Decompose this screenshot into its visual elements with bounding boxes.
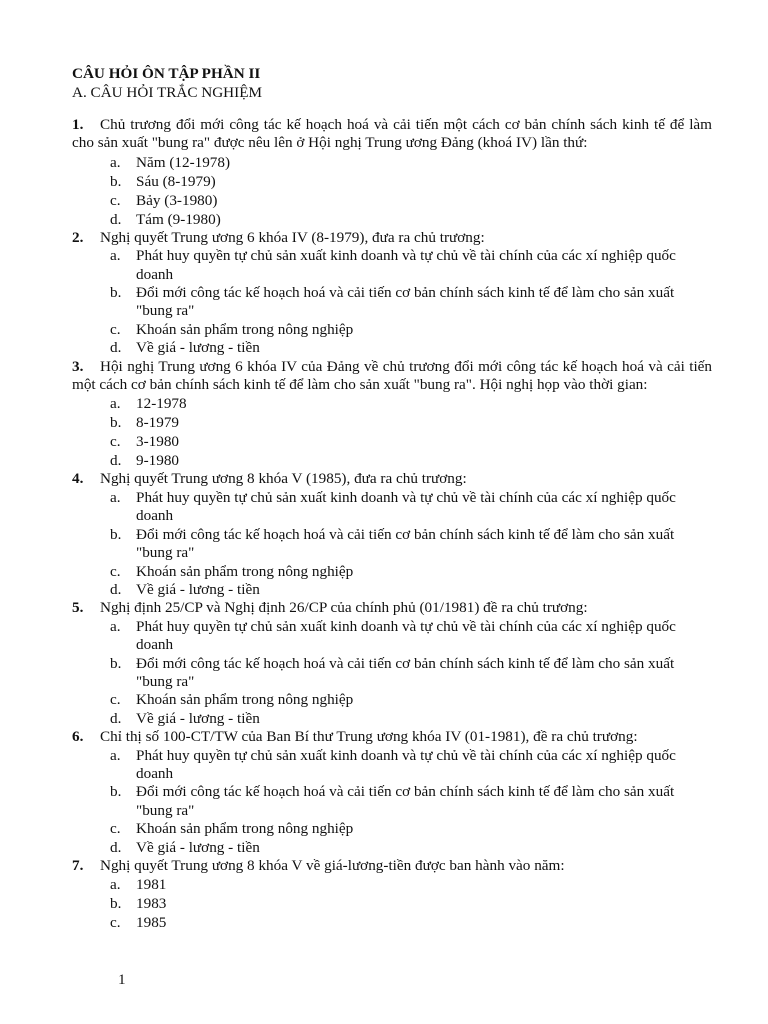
option-letter: d. — [110, 210, 122, 228]
option-text: Đổi mới công tác kế hoạch hoá và cải tiến cơ bản chính sách kinh tế để làm cho sản xuất "bung ra" — [136, 654, 675, 690]
option-text: Đổi mới công tác kế hoạch hoá và cải tiến cơ bản chính sách kinh tế để làm cho sản xuất "bung ra" — [136, 783, 675, 819]
option-item — [72, 691, 712, 709]
option-item — [72, 710, 712, 728]
option-text: Khoán sản phẩm trong nông nghiệp — [136, 320, 354, 338]
question-stem — [72, 229, 712, 247]
option-item — [72, 321, 712, 339]
option-letter: b. — [110, 172, 122, 190]
question-text: Nghị quyết Trung ương 8 khóa V về giá-lương-tiền được ban hành vào năm: — [100, 857, 565, 874]
option-letter: d. — [110, 452, 122, 470]
option-text: 1981 — [136, 876, 167, 894]
question-stem — [72, 857, 712, 875]
option-text: 12-1978 — [136, 395, 187, 413]
question-text: Chỉ thị số 100-CT/TW của Ban Bí thư Trung ương khóa IV (01-1981), đề ra chủ trương: — [100, 728, 638, 746]
option-item — [72, 875, 712, 894]
question-6 — [72, 728, 712, 857]
option-text: Về giá - lương - tiền — [136, 339, 260, 357]
option-item — [72, 783, 712, 820]
option-list — [72, 394, 712, 470]
option-item — [72, 913, 712, 932]
option-item — [72, 581, 712, 599]
question-4 — [72, 470, 712, 599]
option-text: Năm (12-1978) — [136, 153, 231, 171]
question-stem — [72, 358, 712, 395]
option-letter: a. — [110, 488, 121, 506]
option-text: Bảy (3-1980) — [136, 191, 218, 209]
option-letter: d. — [110, 838, 122, 856]
option-letter: a. — [110, 876, 121, 894]
option-text: Đổi mới công tác kế hoạch hoá và cải tiến cơ bản chính sách kinh tế để làm cho sản xuất "bung ra" — [136, 284, 675, 320]
option-item — [72, 153, 712, 172]
option-text: 9-1980 — [136, 452, 180, 470]
option-item — [72, 526, 712, 563]
option-letter: a. — [110, 395, 121, 413]
option-letter: d. — [110, 709, 122, 727]
option-letter: c. — [110, 914, 121, 932]
option-item — [72, 284, 712, 321]
document-title: CÂU HỎI ÔN TẬP PHẦN II — [72, 65, 261, 82]
page-number: 1 — [118, 971, 126, 988]
question-stem — [72, 470, 712, 488]
question-number: 6. — [72, 728, 84, 746]
option-item — [72, 339, 712, 357]
question-number: 3. — [72, 357, 84, 375]
option-letter: c. — [110, 191, 121, 209]
question-text: Hội nghị Trung ương 6 khóa IV của Đảng về chủ trương đổi mới công tác kế hoạch hoá và cải tiến một cách cơ bản chính sách kinh tế để làm cho sản xuất "bung ra". Hội nghị họp vào thời gian: — [72, 357, 712, 394]
option-item — [72, 247, 712, 284]
option-letter: c. — [110, 562, 121, 580]
option-text: Tám (9-1980) — [136, 210, 221, 228]
option-list — [72, 153, 712, 229]
option-letter: b. — [110, 654, 122, 672]
option-letter: b. — [110, 783, 122, 801]
option-text: 1983 — [136, 895, 167, 913]
option-list — [72, 489, 712, 599]
question-text: Nghị định 25/CP và Nghị định 26/CP của chính phủ (01/1981) đề ra chủ trương: — [100, 599, 588, 617]
option-item — [72, 747, 712, 784]
option-item — [72, 489, 712, 526]
option-item — [72, 210, 712, 229]
option-letter: b. — [110, 525, 122, 543]
option-item — [72, 394, 712, 413]
option-letter: c. — [110, 820, 121, 838]
option-item — [72, 618, 712, 655]
question-number: 4. — [72, 470, 84, 488]
option-item — [72, 413, 712, 432]
document-page — [72, 64, 712, 932]
option-text: Về giá - lương - tiền — [136, 580, 260, 598]
question-text: Nghị quyết Trung ương 8 khóa V (1985), đưa ra chủ trương: — [100, 470, 467, 488]
option-text: 8-1979 — [136, 414, 180, 432]
option-text: Phát huy quyền tự chủ sản xuất kinh doanh và tự chủ về tài chính của các xí nghiệp quốc doanh — [136, 617, 676, 654]
option-letter: d. — [110, 580, 122, 598]
option-item — [72, 563, 712, 581]
option-text: Về giá - lương - tiền — [136, 838, 260, 856]
option-item — [72, 432, 712, 451]
option-item — [72, 839, 712, 857]
option-text: Sáu (8-1979) — [136, 172, 216, 190]
question-5 — [72, 599, 712, 728]
option-list — [72, 875, 712, 932]
option-text: Khoán sản phẩm trong nông nghiệp — [136, 691, 354, 709]
option-text: Về giá - lương - tiền — [136, 709, 260, 727]
question-number: 2. — [72, 228, 84, 246]
option-item — [72, 191, 712, 210]
option-item — [72, 655, 712, 692]
option-letter: b. — [110, 284, 122, 302]
option-letter: a. — [110, 247, 121, 265]
option-item — [72, 820, 712, 838]
question-stem — [72, 116, 712, 153]
option-letter: a. — [110, 153, 121, 171]
option-letter: a. — [110, 617, 121, 635]
option-letter: a. — [110, 746, 121, 764]
question-7 — [72, 857, 712, 932]
section-heading: A. CÂU HỎI TRẮC NGHIỆM — [72, 84, 262, 101]
option-list — [72, 747, 712, 857]
question-1 — [72, 116, 712, 229]
option-item — [72, 894, 712, 913]
option-letter: b. — [110, 414, 122, 432]
question-number: 5. — [72, 599, 84, 617]
question-number: 7. — [72, 857, 84, 874]
question-text: Nghị quyết Trung ương 6 khóa IV (8-1979), đưa ra chủ trương: — [100, 228, 485, 246]
option-letter: b. — [110, 895, 122, 913]
option-letter: c. — [110, 691, 121, 709]
option-item — [72, 172, 712, 191]
option-list — [72, 618, 712, 728]
option-text: Khoán sản phẩm trong nông nghiệp — [136, 820, 354, 838]
option-item — [72, 451, 712, 470]
option-text: 1985 — [136, 914, 167, 932]
option-letter: c. — [110, 320, 121, 338]
option-text: 3-1980 — [136, 433, 180, 451]
option-text: Đổi mới công tác kế hoạch hoá và cải tiến cơ bản chính sách kinh tế để làm cho sản xuất "bung ra" — [136, 525, 675, 562]
question-number: 1. — [72, 116, 84, 133]
option-text: Khoán sản phẩm trong nông nghiệp — [136, 562, 354, 580]
question-stem — [72, 728, 712, 746]
option-text: Phát huy quyền tự chủ sản xuất kinh doanh và tự chủ về tài chính của các xí nghiệp quốc doanh — [136, 746, 676, 782]
question-2 — [72, 229, 712, 358]
option-list — [72, 247, 712, 357]
question-3 — [72, 358, 712, 471]
option-text: Phát huy quyền tự chủ sản xuất kinh doanh và tự chủ về tài chính của các xí nghiệp quốc doanh — [136, 488, 676, 525]
option-letter: d. — [110, 339, 122, 357]
question-stem — [72, 599, 712, 617]
option-letter: c. — [110, 433, 121, 451]
question-text: Chủ trương đổi mới công tác kế hoạch hoá và cải tiến một cách cơ bản chính sách kinh tế để làm cho sản xuất "bung ra" được nêu lên ở Hội nghị Trung ương Đảng (khoá IV) lần thứ: — [72, 116, 712, 152]
option-text: Phát huy quyền tự chủ sản xuất kinh doanh và tự chủ về tài chính của các xí nghiệp quốc doanh — [136, 247, 676, 283]
